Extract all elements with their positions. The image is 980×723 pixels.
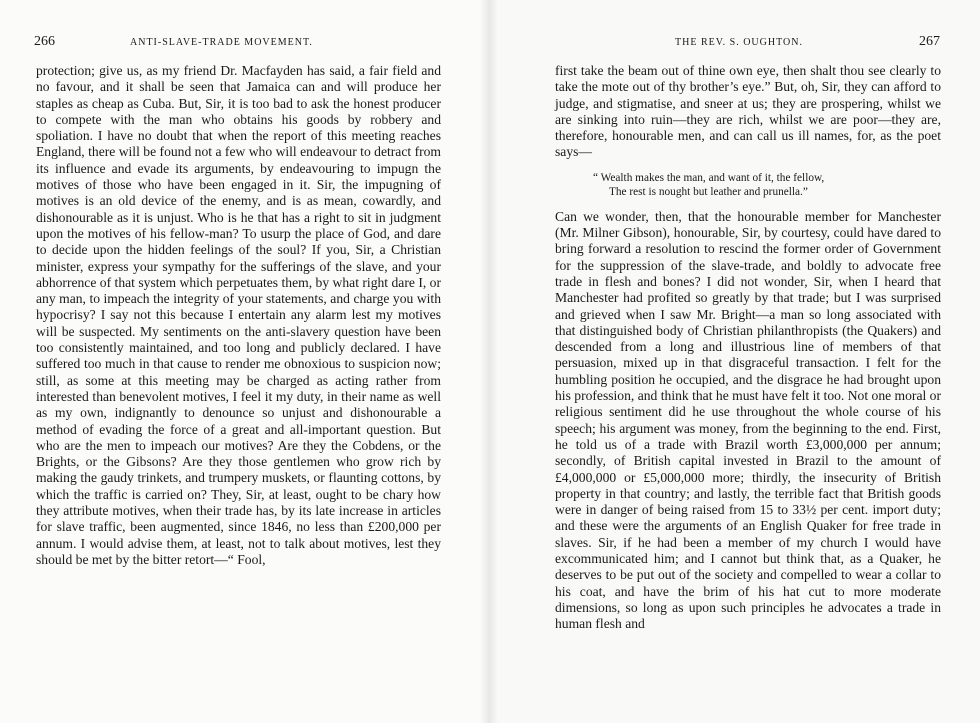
book-gutter: [480, 0, 498, 723]
left-page: [0, 0, 488, 723]
poem-quote: [555, 171, 941, 199]
quote-line-1: “ Wealth makes the man, and want of it, the fellow,: [593, 171, 825, 184]
left-running-title: ANTI-SLAVE-TRADE MOVEMENT.: [130, 37, 313, 48]
left-running-head: [34, 34, 442, 56]
left-body-text: protection; give us, as my friend Dr. Macfayden has said, a fair field and no favour, and it shall be seen that Jamaica can and will produce her staples as cheap as Cuba. But, Sir, it is too bad to ask the honest producer to compete with the man who obtains his goods by robbery and spoliation. I have no doubt that when the report of this meeting reaches England, there will be found not a few who will endeavour to detract from its influence and evade its arguments, by endeavouring to impugn the motives of those who have been engaged in it. Sir, the impugning of motives is an old device of the enemy, and is as mean, cowardly, and dishonourable as it is unjust. Who is he that has a right to sit in judgment upon the motives of his fellow-man? To usurp the place of God, and dare to decide upon the hidden feelings of the soul? If you, Sir, a Christian minister, express your sympathy for the sufferings of the slave, and your abhorrence of that system which perpetuates them, by what right dare I, or any man, to impeach the integrity of your statements, and charge you with hypocrisy? I say not this because I entertain any alarm lest my motives will be suspected. My sentiments on the anti-slavery question have been too consistently maintained, and too long and publicly declared. I have suffered too much in that cause to render me obnoxious to suspicion now; still, as some at this meeting may be charged as acting rather from interested than benevolent motives, I feel it my duty, in their name as well as my own, indignantly to denounce so unjust and dishonourable a method of evading the force of a great and all-important question. But who are the men to impeach our motives? Are they the Cobdens, or the Brights, or the Gibsons? Are they those gentlemen who grow rich by making the gaudy trinkets, and trumpery muskets, or flaunting cottons, by which the traffic is carried on? They, Sir, at least, ought to be chary how they attribute motives, when their trade has, by its late increase in articles for slave traffic, been augmented, since 1846, no less than £200,000 per annum. I would advise them, at least, not to talk about motives, lest they should be met by the bitter retort—“ Fool,: [36, 63, 441, 567]
right-running-title: THE REV. S. OUGHTON.: [675, 37, 803, 48]
right-body-top: first take the beam out of thine own eye, then shalt thou see clearly to take the mote out of thy brother’s eye.” But, oh, Sir, they can afford to judge, and stigmatise, and sneer at us; they are prospering, whilst we are sinking into ruin—they are rich, whilst we are poor—they are, therefore, honourable men, and can call us ill names, for, as the poet says—: [555, 63, 941, 160]
quote-line-2: The rest is nought but leather and prunella.”: [609, 185, 808, 198]
right-text-column: [555, 63, 941, 633]
left-text-column: [36, 63, 441, 568]
right-body-bottom: Can we wonder, then, that the honourable member for Manchester (Mr. Milner Gibson), honourable, Sir, by courtesy, could have dared to bring forward a resolution to rescind the former order of Government for the suppression of the slave-trade, and boldly to advocate free trade in flesh and bones? I did not wonder, Sir, when I heard that Manchester had profited so greatly by that trade; but I was surprised and grieved when I saw Mr. Bright—a man so long associated with that distinguished body of Christian philanthropists (the Quakers) and descended from a long and illustrious line of members of that persuasion, mixed up in that disgraceful transaction. I felt for the humbling position he occupied, and the disgrace he had brought upon his profession, and think that he must have felt it too. Not one moral or religious sentiment did he use throughout the whole course of his speech; his argument was money, from the beginning to the end. First, he told us of a trade with Brazil worth £3,000,000 per annum; secondly, of British capital invested in Brazil to the amount of £4,000,000 or £5,000,000 more; thirdly, the insecurity of British property in that country; and lastly, the terrible fact that British goods were in danger of being raised from 15 to 33½ per cent. import duty; and these were the arguments of an English Quaker for free trade in slaves. Sir, if he had been a member of my church I would have excommunicated him; and I cannot but think that, as a Quaker, he deserves to be put out of the society and compelled to wear a collar to his coat, and have the brim of his hat cut to more moderate dimensions, so long as upon such principles he advocates a trade in human flesh and: [555, 208, 941, 632]
right-page: [488, 0, 980, 723]
left-page-number: 266: [34, 34, 55, 49]
right-page-number: 267: [919, 34, 940, 49]
right-running-head: [560, 34, 940, 56]
